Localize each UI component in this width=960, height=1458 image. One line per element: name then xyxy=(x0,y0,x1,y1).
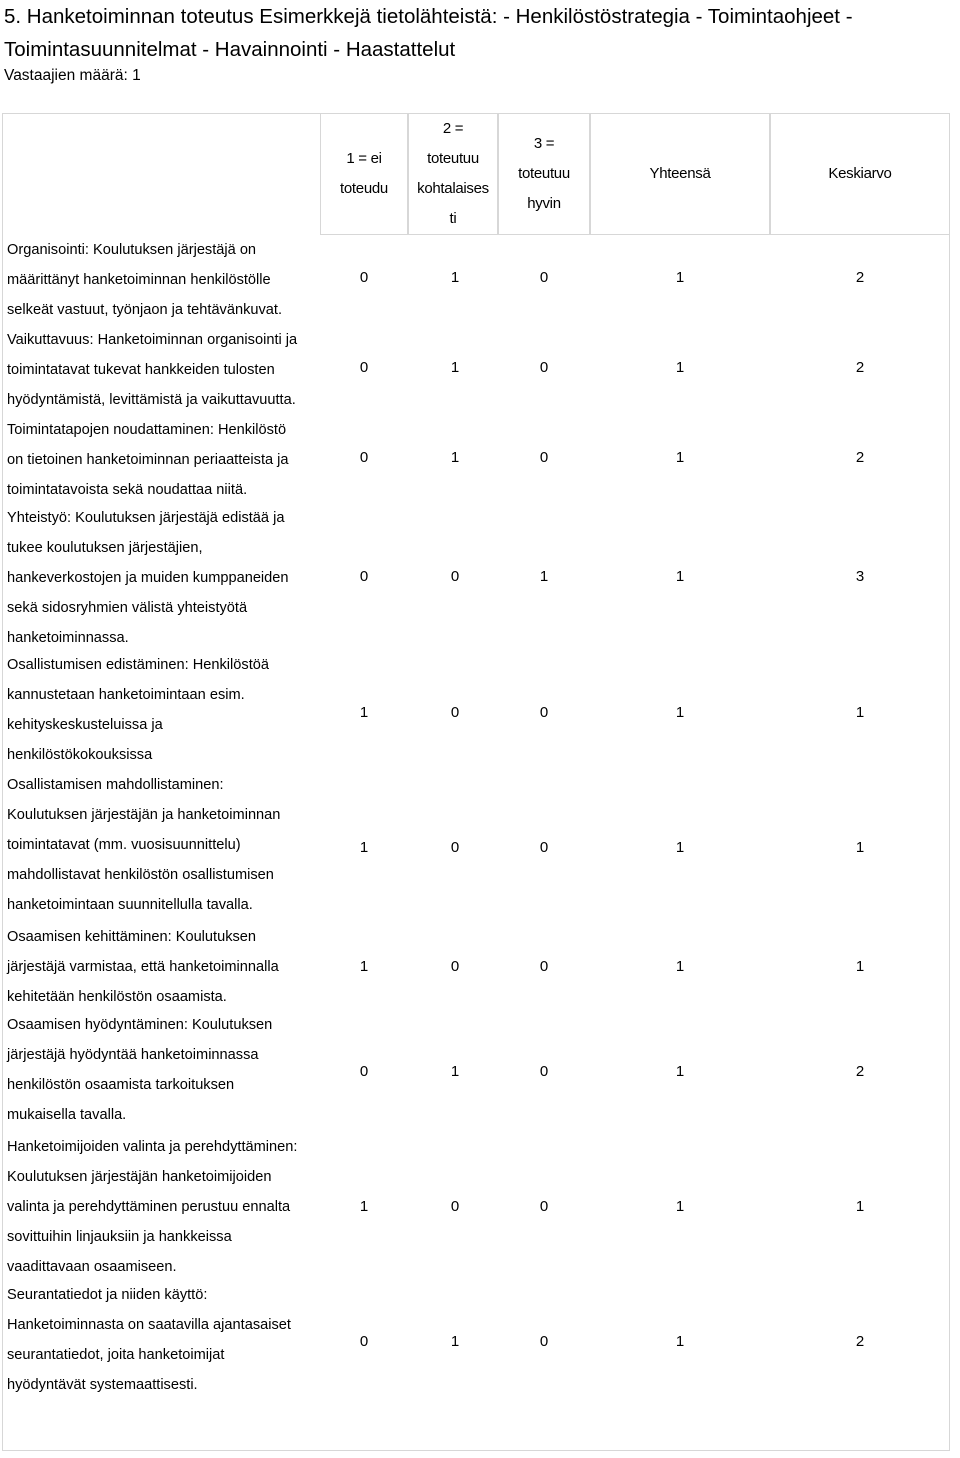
table-cell: 0 xyxy=(359,269,369,286)
table-cell: 1 xyxy=(675,958,685,975)
table-cell: 0 xyxy=(359,359,369,376)
table-cell: 0 xyxy=(450,568,460,585)
table-cell: 0 xyxy=(539,269,549,286)
column-header xyxy=(770,113,950,235)
table-cell: 0 xyxy=(359,449,369,466)
column-header-line: 2 = xyxy=(442,120,464,137)
table-cell: 1 xyxy=(359,839,369,856)
table-cell: 1 xyxy=(855,1198,865,1215)
column-header-line: hyvin xyxy=(527,195,561,212)
table-cell: 1 xyxy=(675,1333,685,1350)
table-cell: 1 xyxy=(675,269,685,286)
table-cell: 1 xyxy=(359,958,369,975)
table-cell: 0 xyxy=(359,1063,369,1080)
column-header-line: toteutuu xyxy=(427,150,479,167)
table-cell: 1 xyxy=(450,269,460,286)
row-label: Toimintatapojen noudattaminen: Henkilöstö on tietoinen hanketoiminnan periaatteista ja toimintatavoista sekä noudattaa niitä. xyxy=(7,422,289,498)
page-title: 5. Hanketoiminnan toteutus Esimerkkejä tietolähteistä: - Henkilöstöstrategia - Toimintaohjeet - Toimintasuunnitelmat - Havainnointi - Haastattelut xyxy=(4,5,853,61)
table-cell: 0 xyxy=(539,449,549,466)
column-header-line: toteutuu xyxy=(518,165,570,182)
column-header-line: toteudu xyxy=(340,180,388,197)
table-cell: 3 xyxy=(855,568,865,585)
table-cell: 0 xyxy=(539,1333,549,1350)
table-cell: 2 xyxy=(855,449,865,466)
row-label: Organisointi: Koulutuksen järjestäjä on määrittänyt hanketoiminnan henkilöstölle selkeät vastuut, työnjaon ja tehtävänkuvat. xyxy=(7,242,283,318)
table-cell: 0 xyxy=(539,704,549,721)
table-cell: 1 xyxy=(675,449,685,466)
column-header-line: 3 = xyxy=(533,135,555,152)
table-cell: 0 xyxy=(359,568,369,585)
table-cell: 1 xyxy=(359,704,369,721)
table-cell: 1 xyxy=(855,704,865,721)
table-cell: 1 xyxy=(855,958,865,975)
table-cell: 1 xyxy=(855,839,865,856)
table-cell: 0 xyxy=(539,1063,549,1080)
table-cell: 1 xyxy=(675,839,685,856)
column-header-line: kohtalaises xyxy=(417,180,489,197)
table-cell: 2 xyxy=(855,1063,865,1080)
table-cell: 0 xyxy=(450,1198,460,1215)
column-header xyxy=(320,113,408,235)
table-cell: 0 xyxy=(359,1333,369,1350)
column-header-line: Keskiarvo xyxy=(828,165,892,182)
table-cell: 1 xyxy=(450,449,460,466)
table-cell: 1 xyxy=(675,704,685,721)
table-cell: 1 xyxy=(539,568,549,585)
table-cell: 0 xyxy=(450,704,460,721)
column-header-line: 1 = ei xyxy=(346,150,382,167)
row-label: Vaikuttavuus: Hanketoiminnan organisointi ja toimintatavat tukevat hankkeiden tulosten hyödyntämistä, levittämistä ja vaikuttavuutta. xyxy=(7,332,298,408)
table-cell: 0 xyxy=(539,958,549,975)
column-header xyxy=(590,113,770,235)
table-cell: 2 xyxy=(855,269,865,286)
table-cell: 1 xyxy=(450,1333,460,1350)
table-cell: 1 xyxy=(675,1198,685,1215)
row-label: Osaamisen hyödyntäminen: Koulutuksen järjestäjä hyödyntää hanketoiminnassa henkilöstön osaamista tarkoituksen mukaisella tavalla. xyxy=(7,1017,273,1123)
row-label: Hanketoimijoiden valinta ja perehdyttäminen: Koulutuksen järjestäjän hanketoimijoiden valinta ja perehdyttäminen perustuu ennalta sovittuihin linjauksiin ja hankkeissa vaadittavaan osaamiseen. xyxy=(7,1139,298,1275)
table-cell: 0 xyxy=(450,839,460,856)
table-cell: 1 xyxy=(450,1063,460,1080)
row-label: Osallistumisen edistäminen: Henkilöstöä kannustetaan hanketoimintaan esim. kehityskeskusteluissa ja henkilöstökokouksissa xyxy=(7,657,269,763)
table-cell: 0 xyxy=(450,958,460,975)
table-cell: 1 xyxy=(450,359,460,376)
row-label: Osallistamisen mahdollistaminen: Koulutuksen järjestäjän ja hanketoiminnan toimintatavat (mm. vuosisuunnittelu) mahdollistavat henkilöstön osallistumisen hanketoimintaan suunnitellulla tavalla. xyxy=(7,777,281,913)
column-header xyxy=(408,113,498,235)
column-header xyxy=(498,113,590,235)
row-label: Osaamisen kehittäminen: Koulutuksen järjestäjä varmistaa, että hanketoiminnalla kehitetään henkilöstön osaamista. xyxy=(7,929,279,1005)
row-label: Seurantatiedot ja niiden käyttö: Hanketoiminnasta on saatavilla ajantasaiset seurantatiedot, joita hanketoimijat hyödyntävät systemaattisesti. xyxy=(7,1287,291,1393)
table-cell: 1 xyxy=(675,568,685,585)
table-cell: 2 xyxy=(855,1333,865,1350)
table-cell: 1 xyxy=(675,359,685,376)
table-cell: 0 xyxy=(539,359,549,376)
column-header-line: Yhteensä xyxy=(649,165,711,182)
table-cell: 1 xyxy=(675,1063,685,1080)
table-cell: 0 xyxy=(539,1198,549,1215)
row-label: Yhteistyö: Koulutuksen järjestäjä edistää ja tukee koulutuksen järjestäjien, hankeverkostojen ja muiden kumppaneiden sekä sidosryhmien välistä yhteistyötä hanketoiminnassa. xyxy=(7,510,289,646)
respondent-count: Vastaajien määrä: 1 xyxy=(4,67,141,84)
table-cell: 1 xyxy=(359,1198,369,1215)
table-cell: 2 xyxy=(855,359,865,376)
column-header-line: ti xyxy=(449,210,457,227)
table-cell: 0 xyxy=(539,839,549,856)
